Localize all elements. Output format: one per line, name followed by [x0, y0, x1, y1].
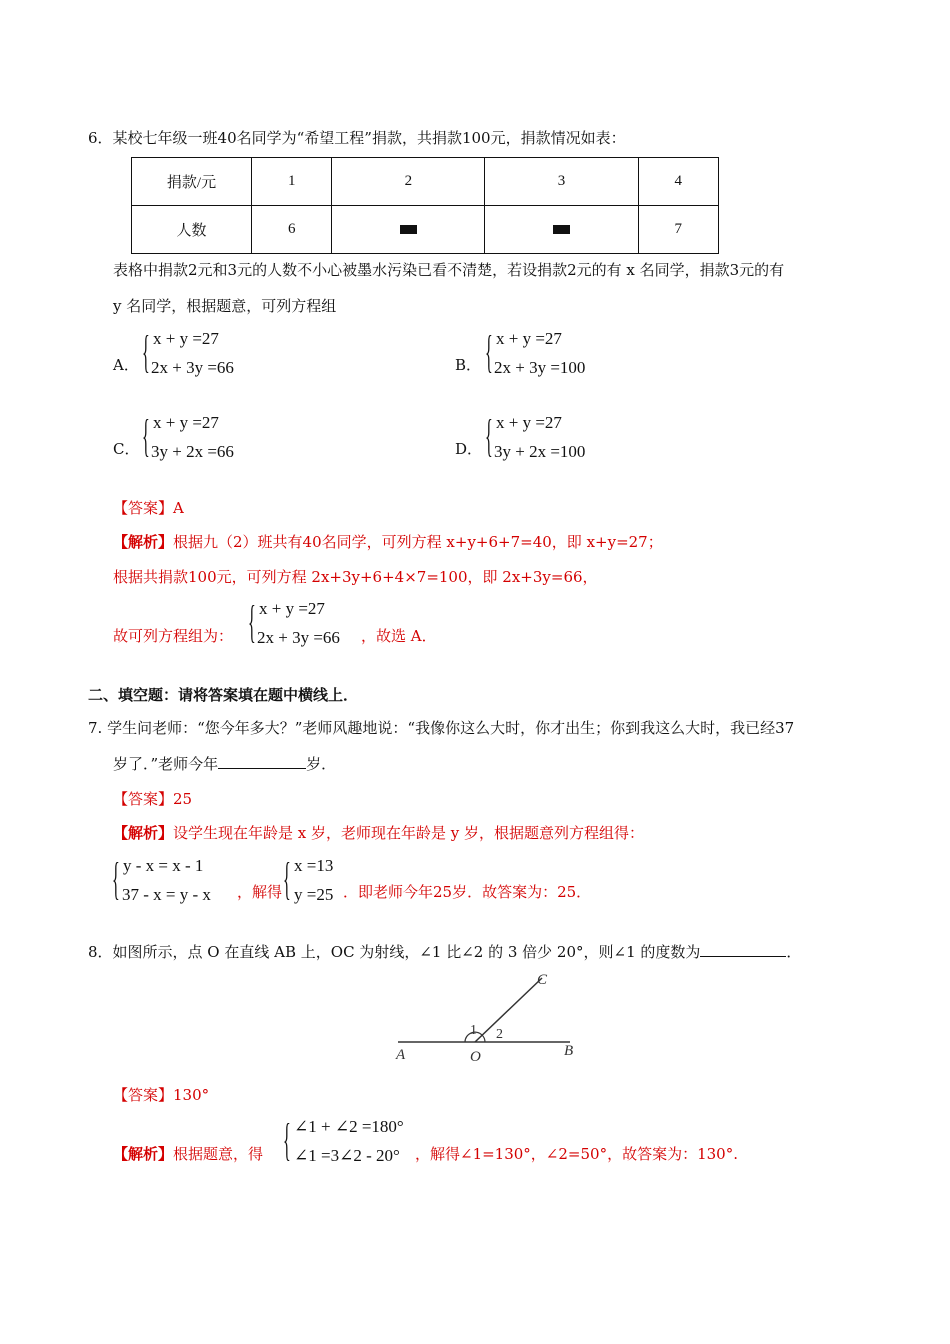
option-a-eq1: x + y =27	[153, 329, 219, 348]
angle-2-arc	[482, 1035, 485, 1042]
q7-analysis-1	[113, 822, 644, 843]
brace-icon: {	[248, 596, 256, 647]
brace-icon: {	[485, 410, 493, 461]
q6-analysis-1	[113, 531, 663, 552]
q8-answer: 【答案】130°	[113, 1086, 210, 1104]
table-cell: 捐款/元	[132, 158, 252, 206]
q6-analysis-2: 根据共捐款100元，可列方程 2x+3y+6+4×7=100，即 2x+3y=66，	[113, 568, 598, 586]
q7-line-2-post: 岁．	[306, 755, 337, 773]
label-angle-2: 2	[496, 1027, 503, 1042]
ink-blot-cell	[485, 206, 638, 254]
brace-icon: {	[283, 1114, 291, 1165]
q7-sys1-eq1: y - x = x - 1	[123, 856, 204, 875]
option-c-label: C．	[113, 440, 140, 458]
ray-oc	[475, 978, 542, 1042]
donation-table	[131, 157, 719, 254]
angle-figure	[392, 968, 584, 1068]
analysis-text: 根据九（2）班共有40名同学，可列方程 x+y+6+7=40，即 x+y=27；	[173, 533, 663, 551]
option-d-label: D．	[455, 440, 483, 458]
q6-analysis-3-post: ，故选 A．	[361, 627, 437, 645]
table-cell: 3	[485, 158, 638, 206]
option-c-eq1: x + y =27	[153, 413, 219, 432]
answer-blank[interactable]	[218, 754, 306, 769]
q7-conclusion: ．即老师今年25岁．故答案为：25．	[343, 883, 592, 901]
label-a: A	[396, 1047, 406, 1063]
table-cell: 6	[252, 206, 332, 254]
analysis-tag: 【解析】	[113, 533, 174, 551]
q6-analysis-3-pre: 故可列方程组为：	[113, 627, 234, 645]
table-row	[132, 206, 719, 254]
q8-eq2: ∠1 =3∠2 - 20°	[294, 1146, 400, 1165]
q6-analysis-eq1: x + y =27	[259, 599, 325, 618]
brace-icon: {	[142, 326, 150, 377]
brace-icon: {	[112, 853, 120, 904]
label-angle-1: 1	[470, 1023, 477, 1038]
q7-sys1-eq2: 37 - x = y - x	[122, 885, 211, 904]
ink-blot	[553, 225, 570, 234]
brace-icon: {	[485, 326, 493, 377]
table-row	[132, 158, 719, 206]
q7-line-2	[113, 753, 336, 774]
brace-icon: {	[142, 410, 150, 461]
q6-analysis-eq2: 2x + 3y =66	[257, 628, 340, 647]
table-cell: 4	[638, 158, 718, 206]
analysis-tag: 【解析】	[113, 1145, 174, 1163]
option-b-eq2: 2x + 3y =100	[494, 358, 586, 377]
q8-stem	[88, 941, 801, 962]
q6-text-1: 表格中捐款2元和3元的人数不小心被墨水污染已看不清楚，若设捐款2元的有 x 名同学，捐款3元的有	[113, 261, 785, 279]
q7-solve-word: ，解得	[237, 883, 283, 901]
q6-stem: 6．某校七年级一班40名同学为“希望工程”捐款，共捐款100元，捐款情况如表：	[88, 129, 626, 147]
label-c: C	[537, 972, 548, 988]
ink-blot	[400, 225, 417, 234]
option-b-label: B．	[455, 356, 482, 374]
q7-line-1: 7. 学生问老师：“您今年多大？”老师风趣地说：“我像你这么大时，你才出生；你到我这么大时，我已经37	[88, 719, 795, 737]
option-a-eq2: 2x + 3y =66	[151, 358, 234, 377]
option-a-label: A．	[113, 356, 139, 374]
analysis-tag: 【解析】	[113, 824, 174, 842]
brace-icon: {	[283, 853, 291, 904]
table-cell: 2	[332, 158, 485, 206]
q8-eq1: ∠1 + ∠2 =180°	[294, 1117, 404, 1136]
ink-blot-cell	[332, 206, 485, 254]
option-d-eq2: 3y + 2x =100	[494, 442, 586, 461]
option-c-eq2: 3y + 2x =66	[151, 442, 234, 461]
q7-sys2-eq1: x =13	[294, 856, 334, 875]
section-title: 二、填空题：请将答案填在题中横线上．	[88, 686, 359, 704]
q7-line-2-pre: 岁了．”老师今年	[113, 755, 219, 773]
q6-text-2: y 名同学，根据题意，可列方程组	[113, 297, 337, 315]
q8-stem-pre: 8．如图所示，点 O 在直线 AB 上，OC 为射线，∠1 比∠2 的 3 倍少 20°，则∠1 的度数为	[88, 943, 701, 961]
q7-answer: 【答案】25	[113, 790, 193, 808]
q6-answer: 【答案】A	[113, 499, 184, 517]
table-cell: 1	[252, 158, 332, 206]
table-cell: 7	[638, 206, 718, 254]
q8-analysis-pre	[113, 1143, 263, 1164]
analysis-text: 根据题意，得	[173, 1145, 264, 1163]
q8-stem-post: ．	[786, 943, 802, 961]
label-o: O	[470, 1049, 481, 1065]
q8-analysis-post: ，解得∠1=130°，∠2=50°，故答案为：130°.	[415, 1145, 738, 1163]
label-b: B	[564, 1043, 574, 1059]
analysis-text: 设学生现在年龄是 x 岁，老师现在年龄是 y 岁，根据题意列方程组得：	[173, 824, 645, 842]
answer-blank[interactable]	[700, 942, 786, 957]
q7-sys2-eq2: y =25	[294, 885, 334, 904]
option-b-eq1: x + y =27	[496, 329, 562, 348]
option-d-eq1: x + y =27	[496, 413, 562, 432]
table-cell: 人数	[132, 206, 252, 254]
